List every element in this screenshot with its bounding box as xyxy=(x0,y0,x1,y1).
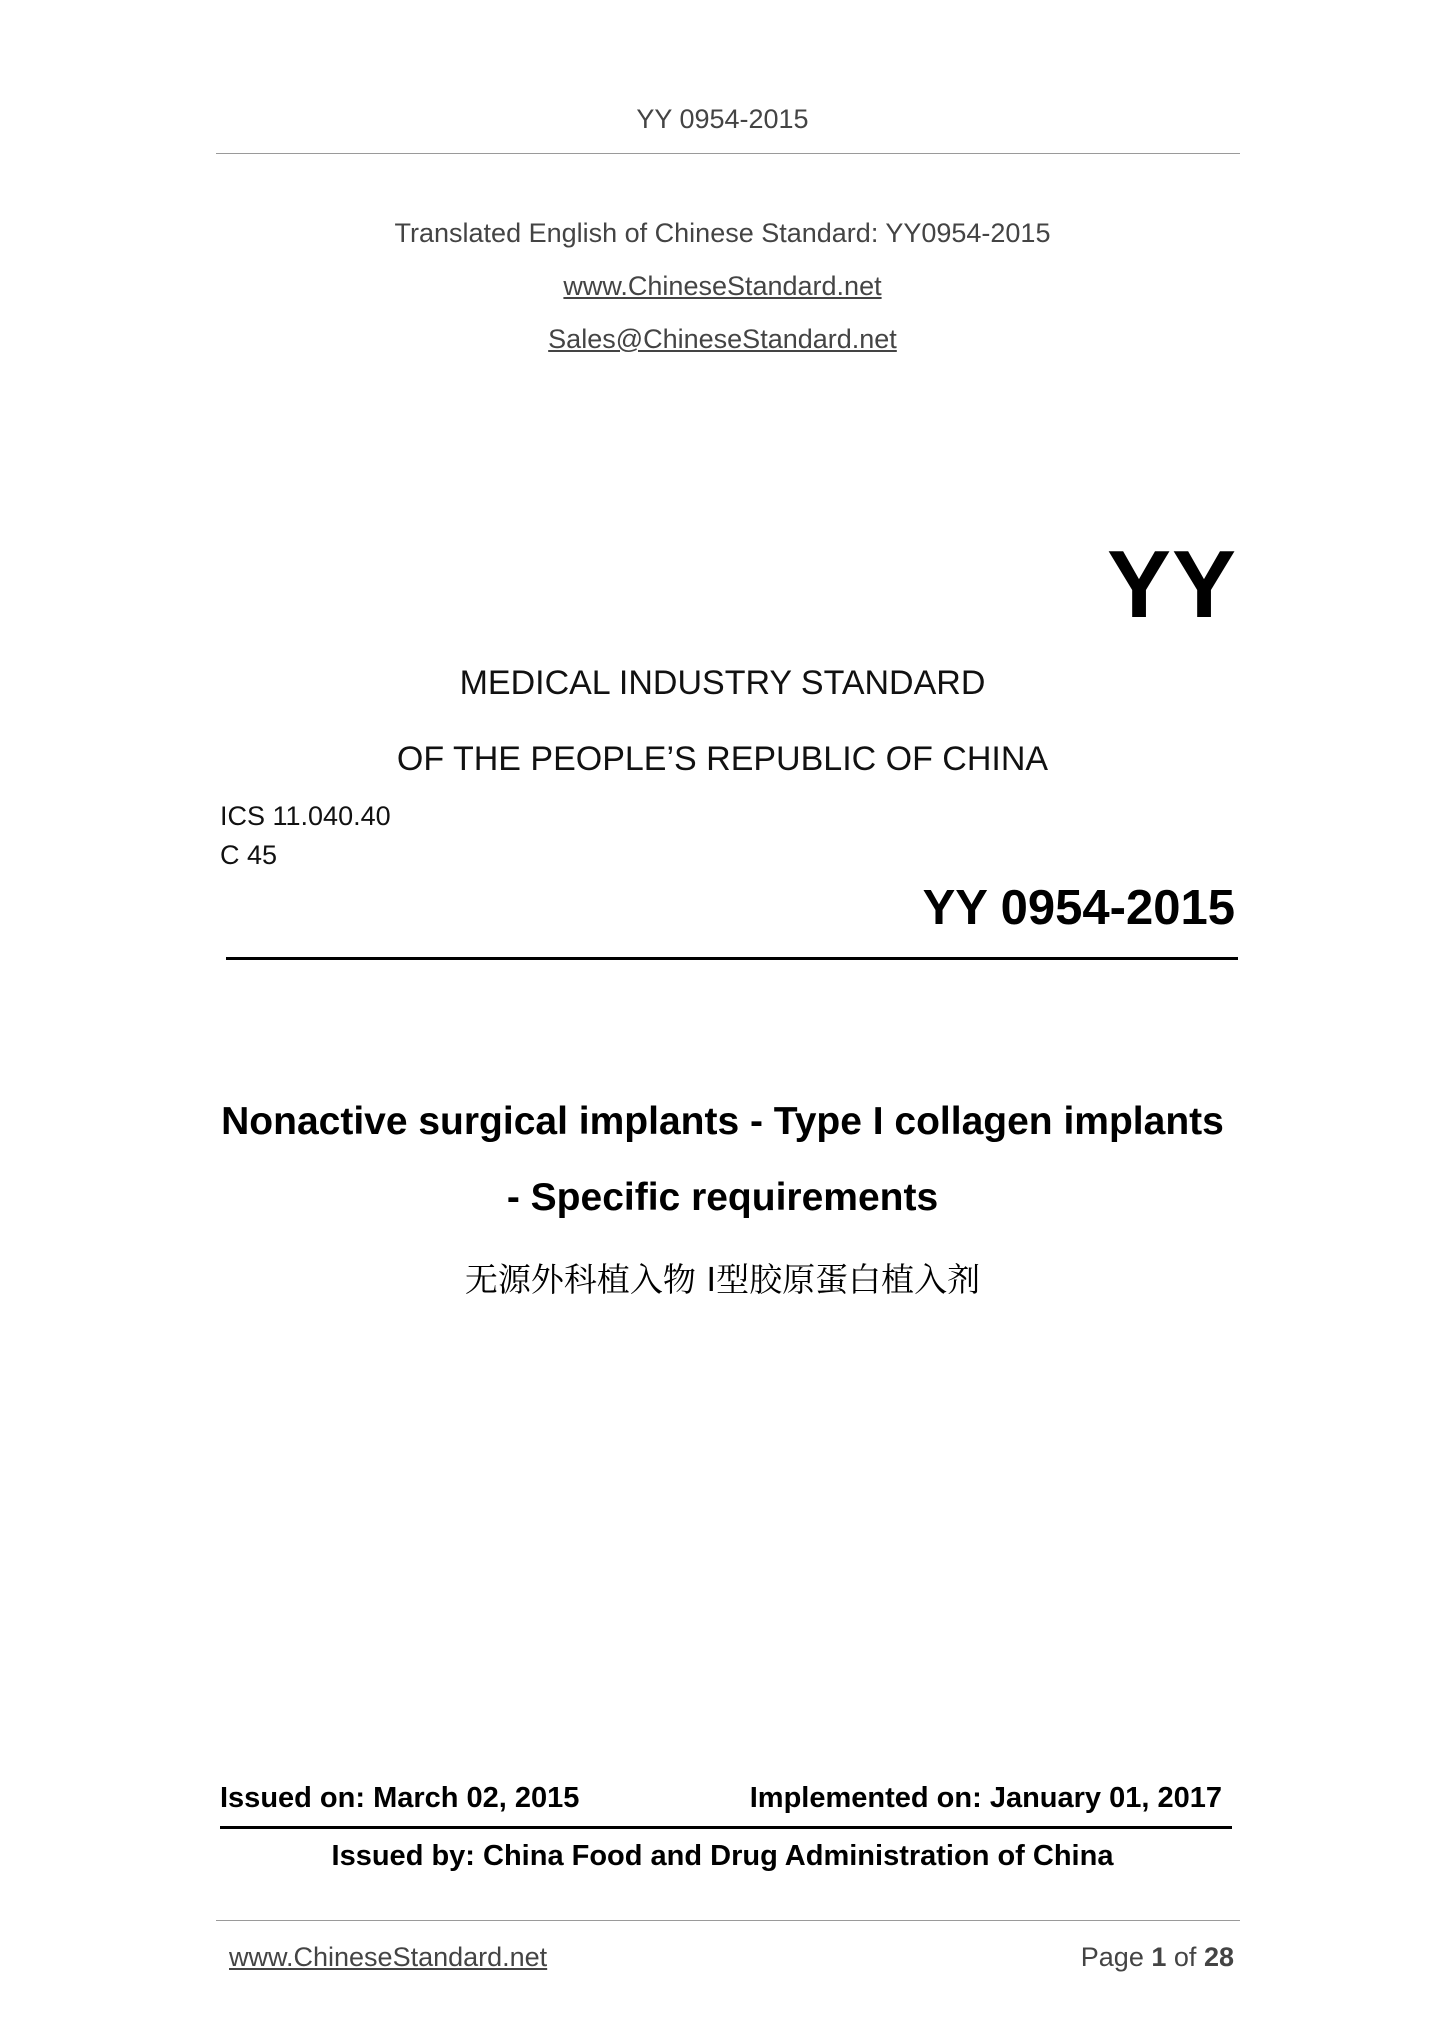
website-link[interactable]: www.ChineseStandard.net xyxy=(563,271,882,301)
page-total: 28 xyxy=(1203,1942,1234,1972)
issue-divider xyxy=(220,1826,1232,1829)
page-current: 1 xyxy=(1151,1942,1167,1972)
standard-number: YY 0954-2015 xyxy=(922,881,1235,935)
issuing-authority: Issued by: China Food and Drug Administration of China xyxy=(331,1840,1114,1872)
issued-on-date: Issued on: March 02, 2015 xyxy=(220,1782,580,1814)
page-prefix: Page xyxy=(1080,1942,1144,1972)
standard-category-line2: OF THE PEOPLE’S REPUBLIC OF CHINA xyxy=(396,740,1049,778)
sales-email-link[interactable]: Sales@ChineseStandard.net xyxy=(548,324,897,354)
ccs-code: C 45 xyxy=(220,840,278,870)
translation-line: Translated English of Chinese Standard: YY0954-2015 xyxy=(394,218,1051,248)
title-divider xyxy=(226,957,1238,960)
document-title-line1: Nonactive surgical implants - Type I collagen implants xyxy=(221,1100,1224,1143)
document-title-chinese: 无源外科植入物 Ⅰ型胶原蛋白植入剂 xyxy=(464,1260,981,1299)
header-divider xyxy=(216,153,1240,154)
ics-code: ICS 11.040.40 xyxy=(220,801,391,831)
standard-code-mark: YY xyxy=(1106,531,1237,638)
page-indicator xyxy=(1081,1942,1234,1973)
implemented-on-date: Implemented on: January 01, 2017 xyxy=(749,1782,1222,1814)
page-of: of xyxy=(1173,1942,1197,1972)
standard-category-line1: MEDICAL INDUSTRY STANDARD xyxy=(459,664,986,702)
running-header: YY 0954-2015 xyxy=(636,104,809,134)
footer-divider xyxy=(216,1920,1240,1921)
document-title-line2: - Specific requirements xyxy=(506,1176,939,1219)
footer-website-link[interactable]: www.ChineseStandard.net xyxy=(229,1942,548,1972)
